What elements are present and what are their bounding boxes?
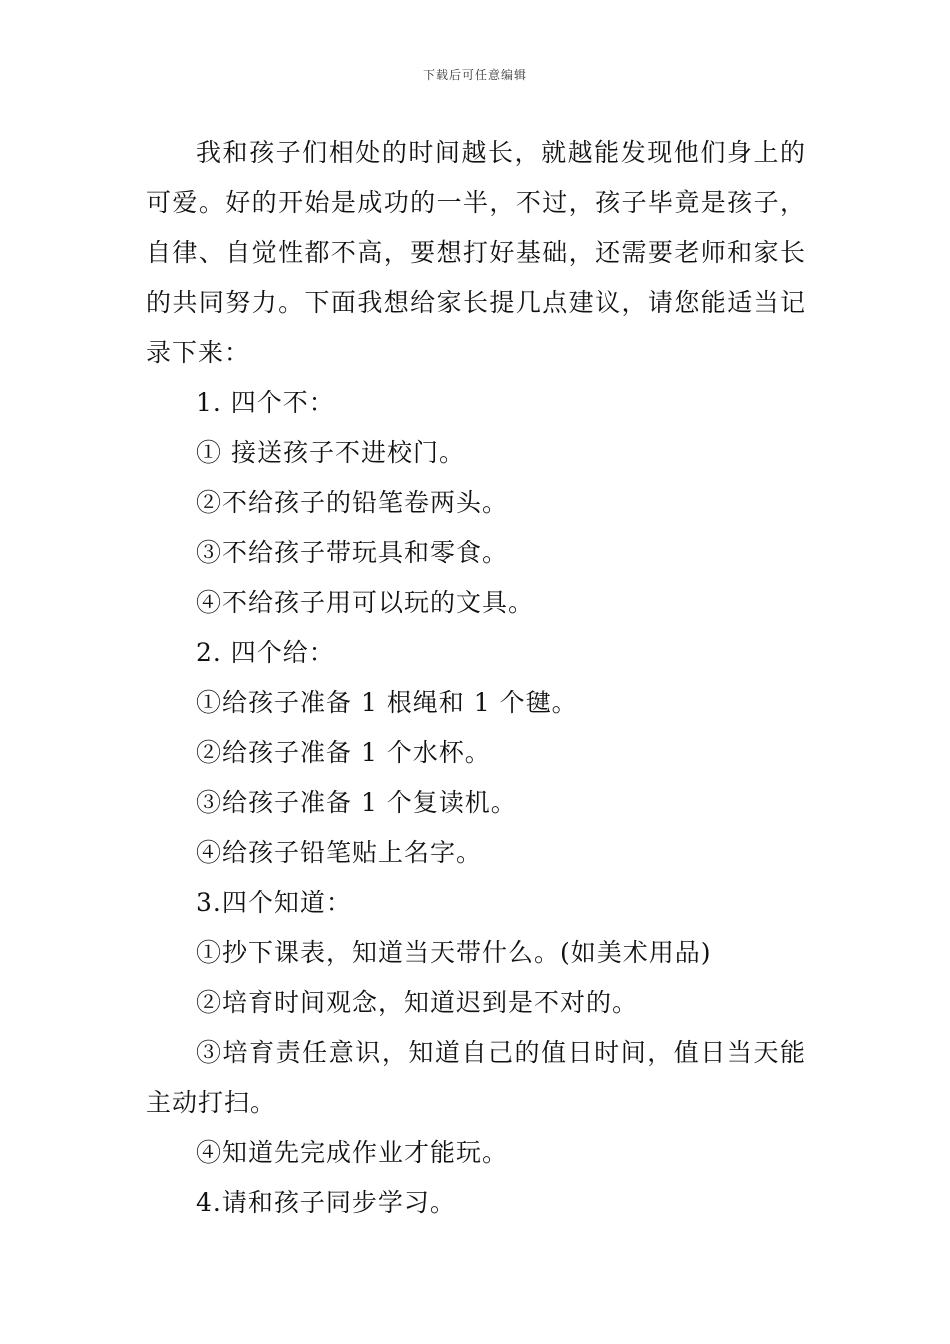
section-3-item: ①抄下课表，知道当天带什么。(如美术用品) (196, 938, 712, 967)
section-1-item: ④不给孩子用可以玩的文具。 (196, 588, 535, 617)
section-1-title: 1. 四个不： (196, 388, 335, 417)
section-3-item: ③培育责任意识，知道自己的值日时间，值日当天能主动打扫。 (146, 1038, 806, 1117)
section-2-item: ④给孩子铅笔贴上名字。 (196, 838, 483, 867)
section-3-title: 3.四个知道： (196, 888, 352, 917)
section-2-title: 2. 四个给： (196, 638, 335, 667)
section-2-item: ①给孩子准备 1 根绳和 1 个毽。 (196, 688, 578, 717)
section-1-item: ① 接送孩子不进校门。 (196, 438, 465, 467)
section-2-item: ③给孩子准备 1 个复读机。 (196, 788, 517, 817)
section-4-title: 4.请和孩子同步学习。 (196, 1188, 456, 1217)
intro-paragraph: 我和孩子们相处的时间越长，就越能发现他们身上的可爱。好的开始是成功的一半，不过，孩子毕竟是孩子，自律、自觉性都不高，要想打好基础，还需要老师和家长的共同努力。下面我想给家长提几点建议，请您能适当记录下来： (146, 138, 806, 367)
section-2-item: ②给孩子准备 1 个水杯。 (196, 738, 491, 767)
page-header-note: 下载后可任意编辑 (422, 68, 527, 82)
section-3-item: ②培育时间观念，知道迟到是不对的。 (196, 988, 639, 1017)
section-3-item: ④知道先完成作业才能玩。 (196, 1138, 509, 1167)
section-1-item: ③不给孩子带玩具和零食。 (196, 538, 509, 567)
section-1-item: ②不给孩子的铅笔卷两头。 (196, 488, 509, 517)
document-body (146, 128, 806, 1228)
